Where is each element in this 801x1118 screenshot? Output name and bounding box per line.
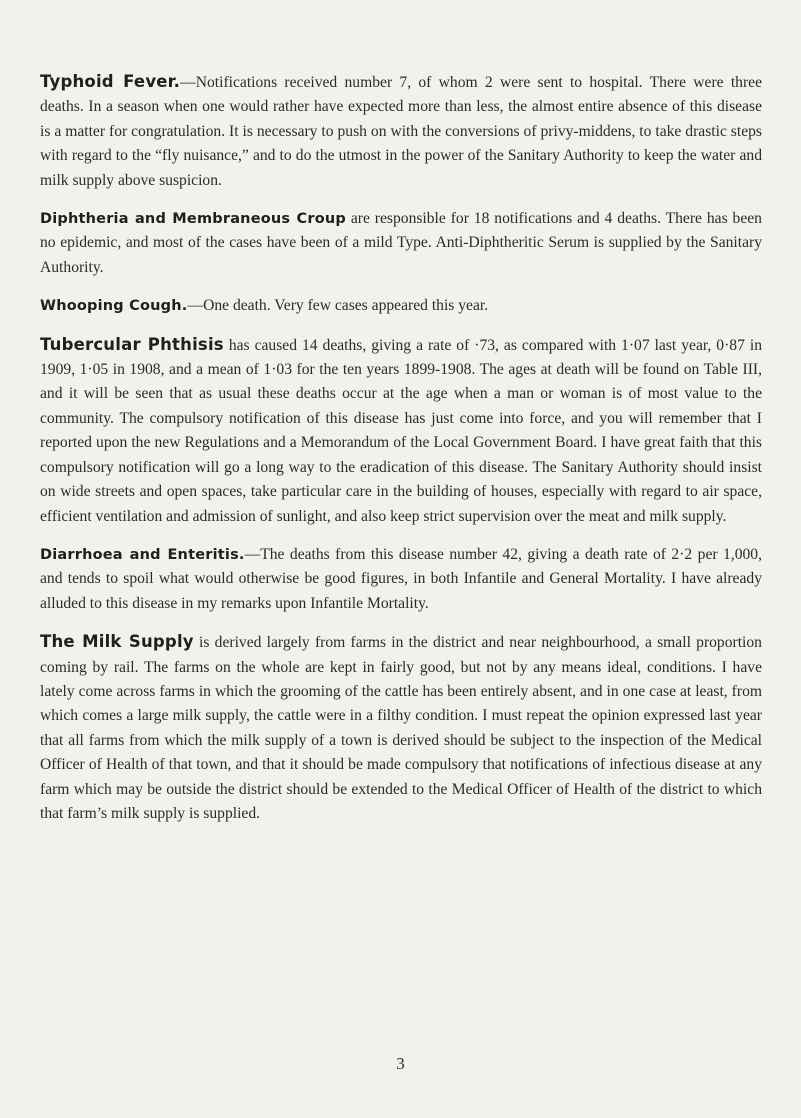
typhoid-paragraph	[40, 70, 762, 193]
diphtheria-paragraph	[40, 207, 762, 280]
milk-supply-heading: The Milk Supply	[40, 632, 194, 652]
milk-supply-paragraph	[40, 630, 762, 826]
typhoid-text: —Notifications received number 7, of whom 2 were sent to hospital. There were three deaths. In a season when one would rather have expected more than less, the almost entire absence of this disease is a matter for congratulation. It is necessary to push on with the conversions of privy-middens, to take drastic steps with regard to the “fly nuisance,” and to do the utmost in the power of the Sanitary Authority to keep the water and milk supply above suspicion.	[40, 74, 762, 189]
diarrhoea-paragraph	[40, 543, 762, 616]
whooping-cough-text: —One death. Very few cases appeared this year.	[187, 297, 489, 315]
typhoid-heading: Typhoid Fever.	[40, 72, 181, 91]
phthisis-text: has caused 14 deaths, giving a rate of ·73, as compared with 1·07 last year, 0·87 in 1909, 1·05 in 1908, and a mean of 1·03 for the ten years 1899-1908. The ages at death will be found on Table III, and it will be seen that as usual these deaths occur at the age when a man or woman is of most value to the community. The compulsory notification of this disease has just come into force, and you will remember that I reported upon the new Regulations and a Memorandum of the Local Government Board. I have great faith that this compulsory notification will go a long way to the eradication of this disease. The Sanitary Authority should insist on wide streets and open spaces, take particular care in the building of houses, especially with regard to air space, efficient ventilation and admission of sunlight, and also keep strict supervision over the meat and milk supply.	[40, 336, 762, 525]
diarrhoea-text: —The deaths from this disease number 42, giving a death rate of 2·2 per 1,000, and tends to spoil what would otherwise be good figures, in both Infantile and General Mortality. I have already alluded to this disease in my remarks upon Infantile Mortality.	[40, 545, 762, 612]
whooping-cough-paragraph	[40, 294, 762, 318]
page-number: 3	[396, 1054, 405, 1073]
phthisis-heading: Tubercular Phthisis	[40, 334, 224, 354]
diarrhoea-heading: Diarrhoea and Enteritis.	[40, 546, 245, 563]
milk-supply-text: is derived largely from farms in the district and near neighbourhood, a small proportion coming by rail. The farms on the whole are kept in fairly good, but not by any means ideal, conditions. I have lately come across farms in which the grooming of the cattle has been entirely absent, and in one case at least, from which comes a large milk supply, the cattle were in a filthy condition. I must repeat the opinion expressed last year that all farms from which the milk supply of a town is derived should be subject to the inspection of the Medical Officer of Health of that town, and that it should be made compulsory that notifications of infectious disease at any farm which may be outside the district should be extended to the Medical Officer of Health of the district to which that farm’s milk supply is supplied.	[40, 634, 762, 822]
whooping-cough-heading: Whooping Cough.	[40, 298, 188, 315]
diphtheria-heading: Diphtheria and Membraneous Croup	[40, 211, 346, 228]
phthisis-paragraph	[40, 333, 762, 529]
report-body	[40, 70, 762, 840]
diphtheria-text: are responsible for 18 notifications and 4 deaths. There has been no epidemic, and most of the cases have been of a mild Type. Anti-Diphtheritic Serum is supplied by the Sanitary Authority.	[40, 210, 762, 276]
